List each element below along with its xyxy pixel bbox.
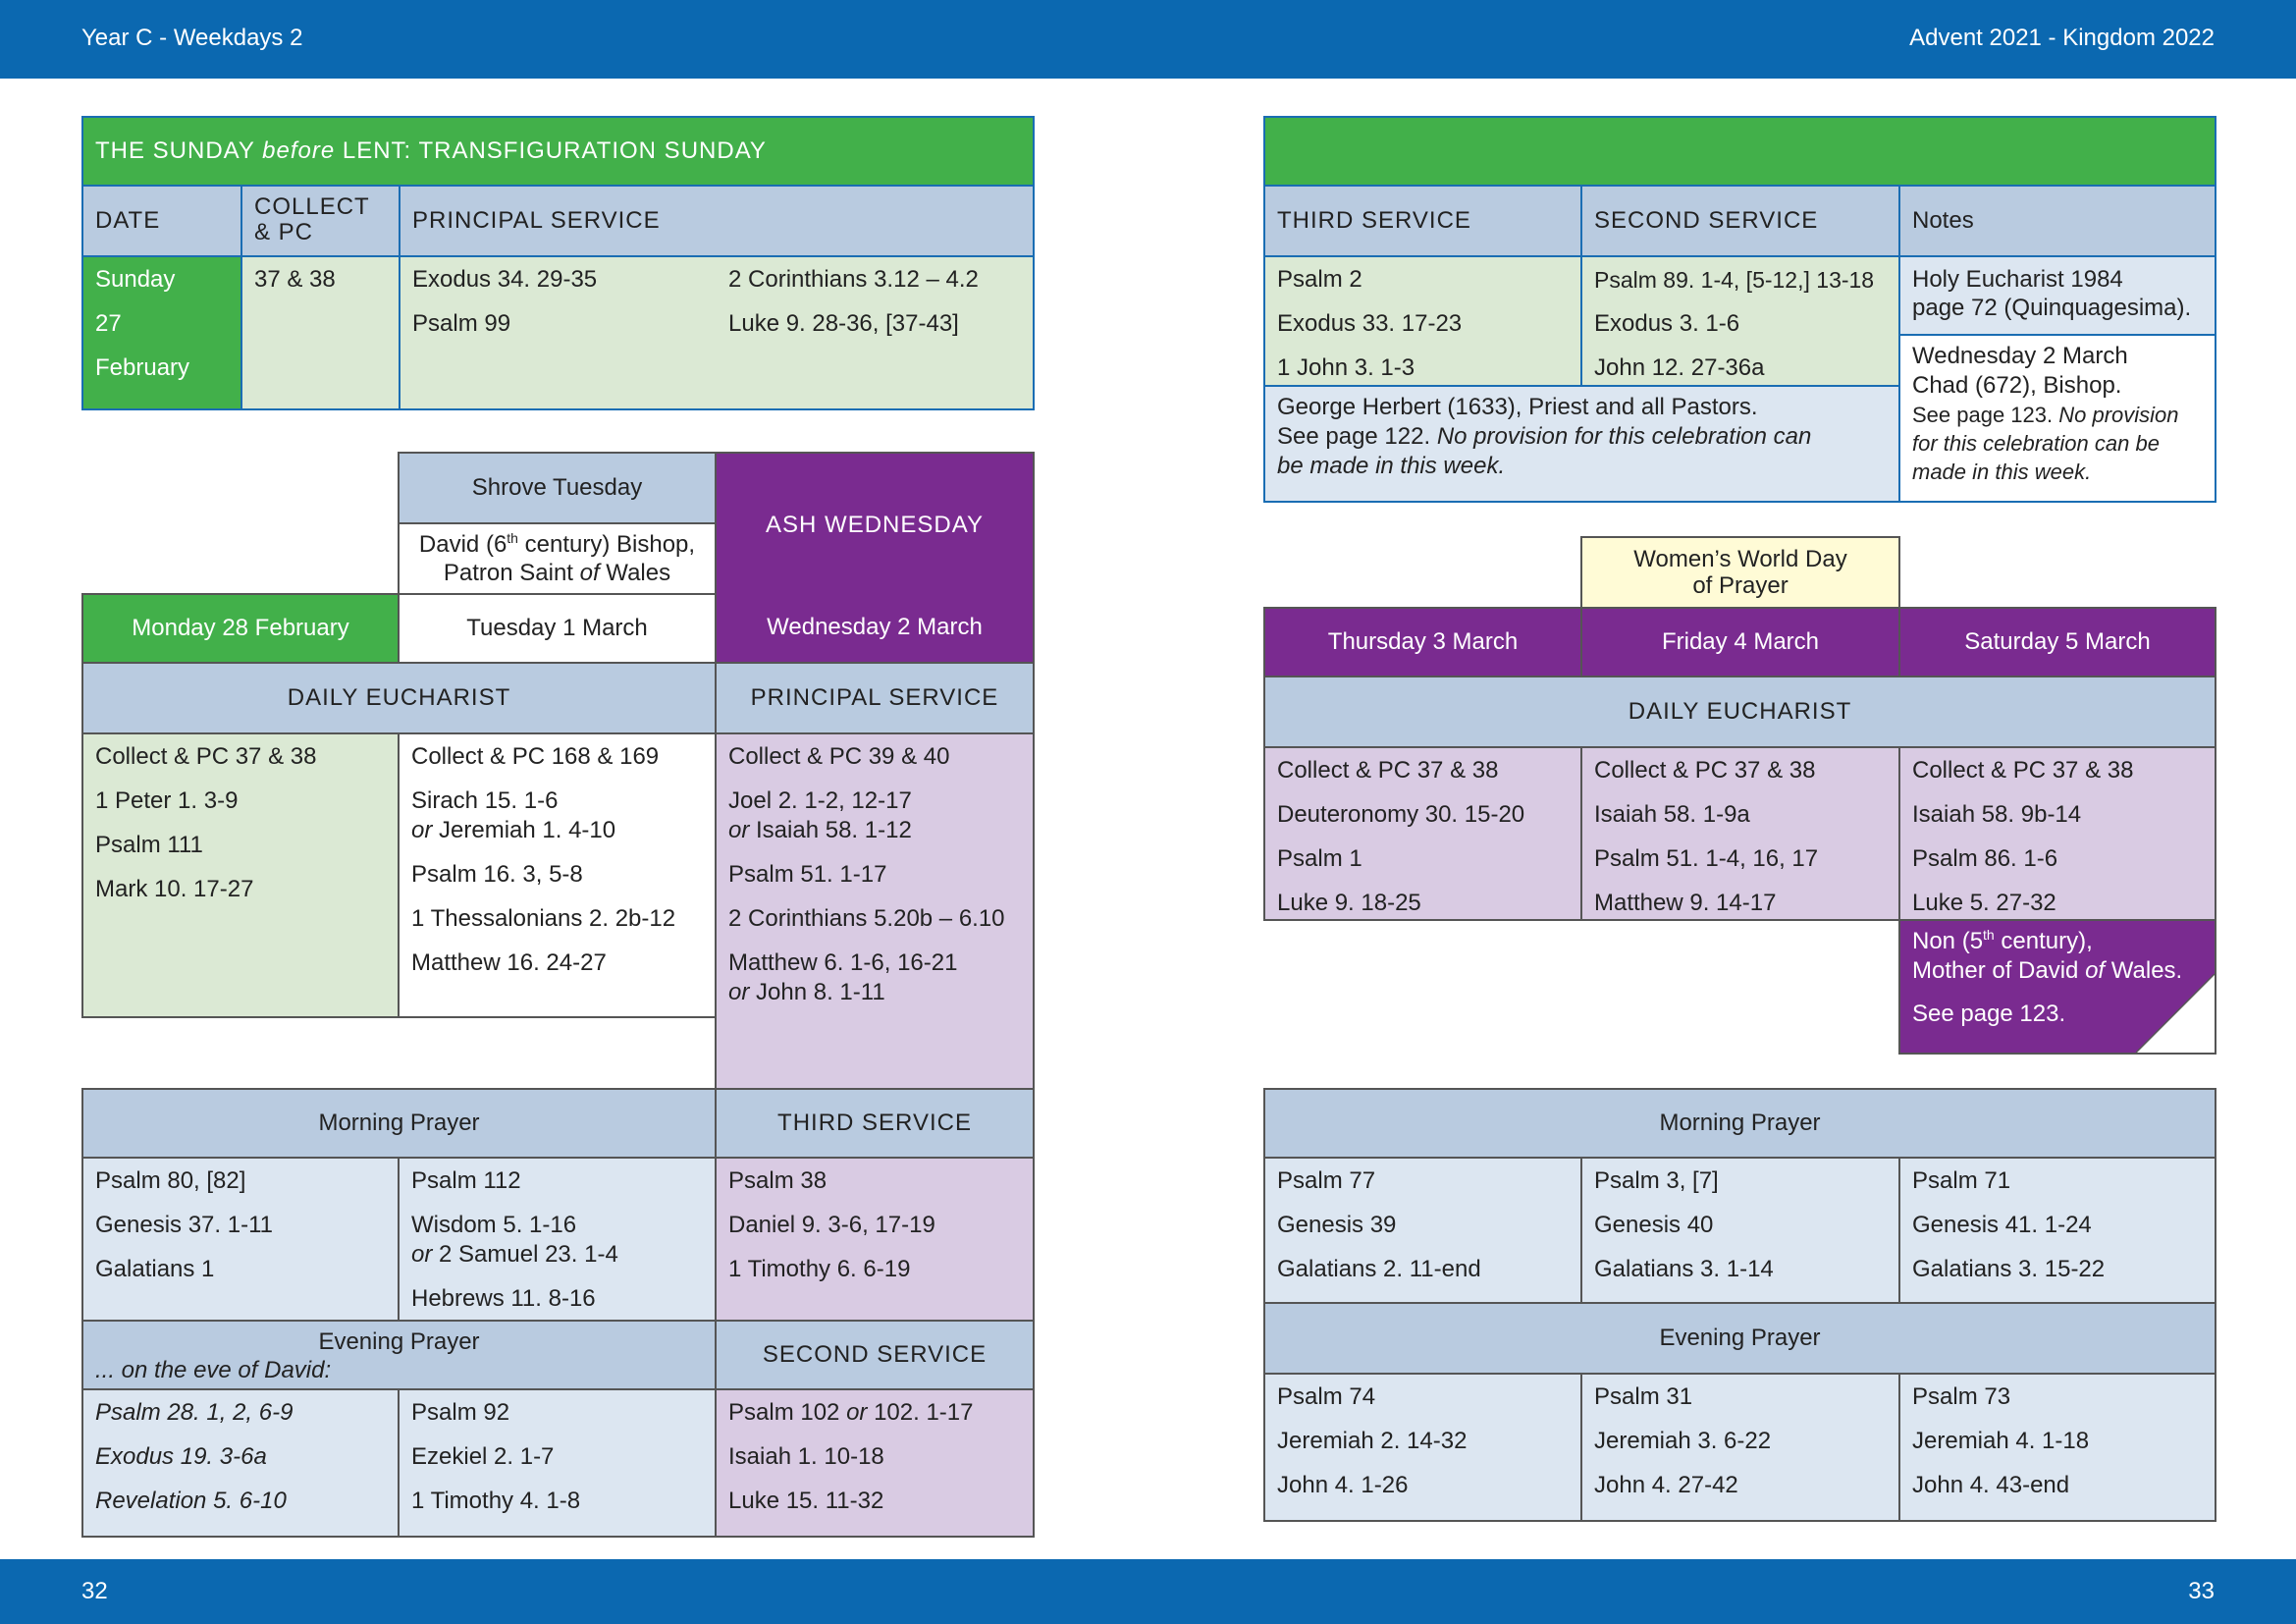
monday-day: Monday 28 February — [81, 593, 400, 664]
third-service-header: THIRD SERVICE — [715, 1088, 1035, 1159]
note-chad: Wednesday 2 March Chad (672), Bishop. See page 123. No provision for this celebration can be made in this week. — [1898, 334, 2216, 503]
second-service-sunday: Psalm 89. 1-4, [5-12,] 13-18 Exodus 3. 1-6 John 12. 27-36a — [1580, 255, 1900, 387]
right-title-bar — [1263, 116, 2216, 187]
third-service-col-header: THIRD SERVICE — [1263, 185, 1582, 257]
ep-saturday: Psalm 73 Jeremiah 4. 1-18 John 4. 43-end — [1898, 1373, 2216, 1522]
col-principal-header: PRINCIPAL SERVICE — [399, 185, 1035, 257]
de-friday: Collect & PC 37 & 38 Isaiah 58. 1-9a Psalm 51. 1-4, 16, 17 Matthew 9. 14-17 — [1580, 746, 1900, 921]
page-curl-corner — [2136, 974, 2215, 1053]
mp-monday: Psalm 80, [82] Genesis 37. 1-11 Galatians 1 — [81, 1157, 400, 1322]
mp-saturday: Psalm 71 Genesis 41. 1-24 Galatians 3. 15-22 — [1898, 1157, 2216, 1304]
col-date-header: DATE — [81, 185, 242, 257]
note-george-herbert: George Herbert (1633), Priest and all Pastors. See page 122. No provision for this celebration can be made in this week. — [1263, 385, 1900, 503]
saint-david-cell: David (6th century) Bishop, Patron Saint of Wales — [398, 522, 717, 595]
morning-prayer-header-right: Morning Prayer — [1263, 1088, 2216, 1159]
page-number-right: 33 — [2188, 1578, 2215, 1604]
header-right: Advent 2021 - Kingdom 2022 — [1909, 25, 2215, 51]
saturday-day: Saturday 5 March — [1898, 607, 2216, 677]
daily-eucharist-header-right: DAILY EUCHARIST — [1263, 676, 2216, 748]
mp-thursday: Psalm 77 Genesis 39 Galatians 2. 11-end — [1263, 1157, 1582, 1304]
daily-eucharist-header: DAILY EUCHARIST — [81, 662, 717, 734]
ash-wednesday-cell: ASH WEDNESDAY Wednesday 2 March — [715, 452, 1035, 664]
bottom-band — [0, 1559, 2296, 1624]
de-thursday: Collect & PC 37 & 38 Deuteronomy 30. 15-20 Psalm 1 Luke 9. 18-25 — [1263, 746, 1582, 921]
shrove-tuesday-label: Shrove Tuesday — [398, 452, 717, 524]
third-service-sunday: Psalm 2 Exodus 33. 17-23 1 John 3. 1-3 — [1263, 255, 1582, 387]
evening-prayer-header: Evening Prayer ... on the eve of David: — [81, 1320, 717, 1390]
notes-col-header: Notes — [1898, 185, 2216, 257]
header-left: Year C - Weekdays 2 — [81, 25, 303, 51]
sunday-title: THE SUNDAY before LENT: TRANSFIGURATION SUNDAY — [81, 116, 1035, 187]
evening-prayer-header-right: Evening Prayer — [1263, 1302, 2216, 1375]
ep-monday: Psalm 28. 1, 2, 6-9 Exodus 19. 3-6a Revelation 5. 6-10 — [81, 1388, 400, 1538]
ep-friday: Psalm 31 Jeremiah 3. 6-22 John 4. 27-42 — [1580, 1373, 1900, 1522]
principal-service-header: PRINCIPAL SERVICE — [715, 662, 1035, 734]
thursday-day: Thursday 3 March — [1263, 607, 1582, 677]
mp-tuesday: Psalm 112 Wisdom 5. 1-16 or 2 Samuel 23. 1-4 Hebrews 11. 8-16 — [398, 1157, 717, 1322]
col-collect-header: COLLECT & PC — [240, 185, 400, 257]
sunday-collect-cell: 37 & 38 — [240, 255, 400, 410]
wednesday-readings: Collect & PC 39 & 40 Joel 2. 1-2, 12-17 or Isaiah 58. 1-12 Psalm 51. 1-17 2 Corinthians 5.20b – 6.10 Matthew 6. 1-6, 16-21 or John 8. 1-11 — [715, 732, 1035, 1090]
friday-day: Friday 4 March — [1580, 607, 1900, 677]
third-service-wednesday: Psalm 38 Daniel 9. 3-6, 17-19 1 Timothy 6. 6-19 — [715, 1157, 1035, 1322]
second-service-wednesday: Psalm 102 or 102. 1-17 Isaiah 1. 10-18 Luke 15. 11-32 — [715, 1388, 1035, 1538]
page-number-left: 32 — [81, 1578, 108, 1604]
ep-thursday: Psalm 74 Jeremiah 2. 14-32 John 4. 1-26 — [1263, 1373, 1582, 1522]
ep-tuesday: Psalm 92 Ezekiel 2. 1-7 1 Timothy 4. 1-8 — [398, 1388, 717, 1538]
morning-prayer-header: Morning Prayer — [81, 1088, 717, 1159]
note-non: Non (5th century), Mother of David of Wales. See page 123. — [1898, 919, 2216, 1055]
mp-friday: Psalm 3, [7] Genesis 40 Galatians 3. 1-14 — [1580, 1157, 1900, 1304]
de-saturday: Collect & PC 37 & 38 Isaiah 58. 9b-14 Psalm 86. 1-6 Luke 5. 27-32 — [1898, 746, 2216, 921]
second-service-header: SECOND SERVICE — [715, 1320, 1035, 1390]
top-band — [0, 0, 2296, 79]
sunday-readings-cell: Exodus 34. 29-35 Psalm 99 2 Corinthians 3.12 – 4.2 Luke 9. 28-36, [37-43] — [399, 255, 1035, 410]
sunday-date-cell: Sunday 27 February — [81, 255, 242, 410]
note-holy-eucharist: Holy Eucharist 1984 page 72 (Quinquagesima). — [1898, 255, 2216, 336]
monday-readings: Collect & PC 37 & 38 1 Peter 1. 3-9 Psalm 111 Mark 10. 17-27 — [81, 732, 400, 1018]
womens-world-day: Women’s World Day of Prayer — [1580, 536, 1900, 609]
tuesday-day: Tuesday 1 March — [398, 593, 717, 664]
tuesday-readings: Collect & PC 168 & 169 Sirach 15. 1-6 or Jeremiah 1. 4-10 Psalm 16. 3, 5-8 1 Thessalonians 2. 2b-12 Matthew 16. 24-27 — [398, 732, 717, 1018]
second-service-col-header: SECOND SERVICE — [1580, 185, 1900, 257]
